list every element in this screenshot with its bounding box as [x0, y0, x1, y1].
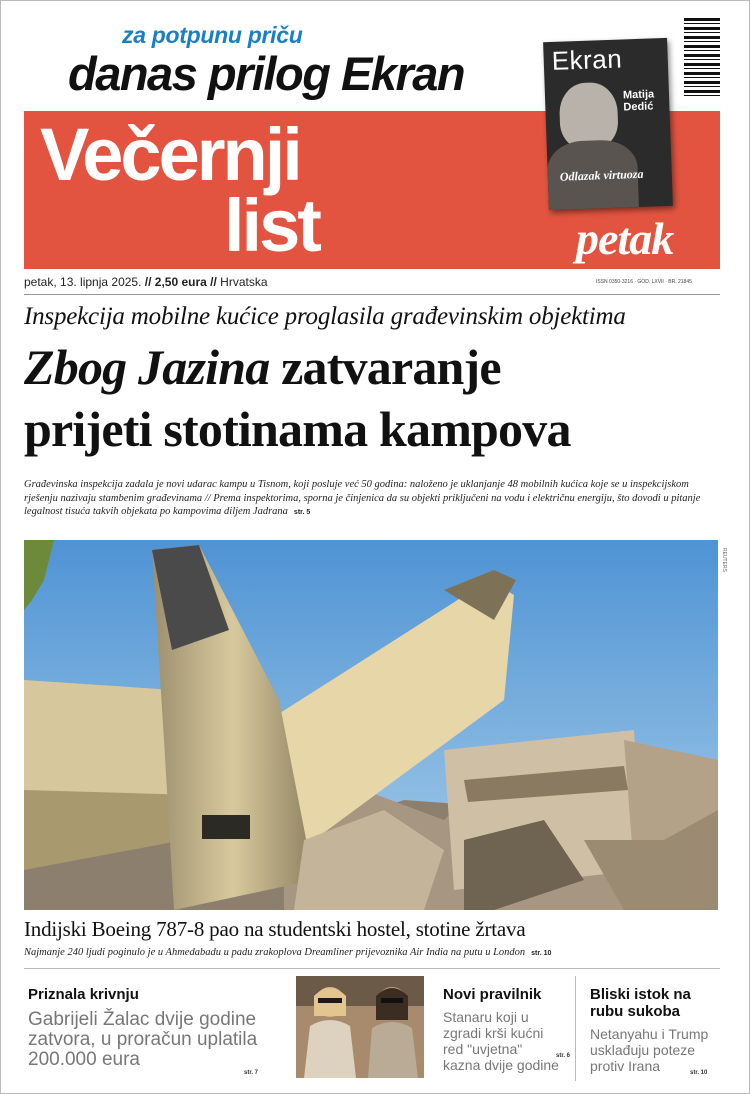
photo-credit: REUTERS	[721, 548, 727, 572]
promo-kicker: za potpunu priču	[122, 22, 303, 48]
promo-title: danas prilog Ekran	[68, 47, 465, 100]
masthead-title-line1: Večernji	[40, 113, 300, 196]
story-2-body: Stanaru koji u zgradi krši kućni red "uvjetna" kazna dvije godine	[443, 1009, 559, 1073]
story-3-page-ref: str. 10	[690, 1070, 708, 1076]
issue-fine-print: ISSN 0350-3216 · GOD. LXVII · BR. 21845	[596, 279, 692, 285]
cover-person-name	[623, 88, 655, 113]
issue-price: 2,50 eura	[154, 275, 207, 289]
headline-line-2: prijeti stotinama kampova	[24, 401, 571, 457]
divider	[24, 968, 720, 969]
cover-tagline: Odlazak virtuoza	[559, 166, 644, 184]
photo-page-reference: str. 10	[531, 950, 552, 957]
story-1-body: Gabrijeli Žalac dvije godine zatvora, u proračun uplatila 200.000 eura	[28, 1009, 258, 1070]
lead-text: Građevinska inspekcija zadala je novi udarac kampu u Tisnom, koji posluje već 50 godina: naloženo je uklanjanje 48 mobilnih kućica koje se u inspekcijskom rješenju nazivaju stambenim građevinama // Prema inspektorima, sporna je činjenica da su objekti priključeni na vodu i električnu energiju, što dovodi u pitanje legalnost tisuća takvih objekata po kampovima diljem Jadrana	[24, 479, 701, 517]
story-1-photo[interactable]	[296, 976, 424, 1078]
main-story-kicker: Inspekcija mobilne kućice proglasila građevinskim objektima	[24, 303, 626, 330]
supplement-cover[interactable]	[543, 38, 673, 210]
cover-person-first: Matija	[622, 88, 655, 102]
page-reference: str. 5	[293, 509, 311, 516]
photo-caption-title[interactable]: Indijski Boeing 787-8 pao na studentski hostel, stotine žrtava	[24, 917, 526, 941]
headline-italic-part: Zbog Jazina	[24, 339, 270, 395]
date-separator-1: //	[141, 275, 155, 289]
cover-portrait-face	[559, 82, 619, 150]
photo-caption-text: Najmanje 240 ljudi poginulo je u Ahmedabadu u padu zrakoplova Dreamliner prijevoznika Air India na putu u London	[24, 947, 526, 958]
column-separator	[575, 976, 576, 1081]
story-1-page-ref: str. 7	[244, 1070, 259, 1076]
date-bar	[24, 275, 268, 289]
masthead-title-line2: list	[224, 184, 319, 267]
photo-caption-subtitle	[24, 947, 551, 958]
divider	[24, 294, 720, 295]
cover-brand: Ekran	[551, 43, 623, 76]
story-3-body: Netanyahu i Trump usklađuju poteze protiv Irana	[590, 1026, 709, 1074]
headline-part-1: zatvaranje	[269, 339, 501, 395]
masthead-weekday: petak	[576, 213, 674, 264]
main-story-lead	[24, 478, 720, 520]
barcode	[684, 18, 720, 98]
date-separator-2: //	[206, 275, 221, 289]
story-2-page-ref: str. 6	[556, 1053, 571, 1059]
crash-photo[interactable]	[24, 540, 718, 910]
story-3-head[interactable]: Bliski istok na rubu sukoba	[590, 986, 691, 1020]
cover-person-last: Dedić	[623, 100, 654, 114]
issue-region: Hrvatska	[220, 275, 268, 289]
issue-date: petak, 13. lipnja 2025.	[24, 275, 142, 289]
story-2-head[interactable]: Novi pravilnik	[443, 986, 542, 1003]
main-headline[interactable]	[24, 336, 734, 460]
story-1-head[interactable]: Priznala krivnju	[28, 986, 139, 1003]
